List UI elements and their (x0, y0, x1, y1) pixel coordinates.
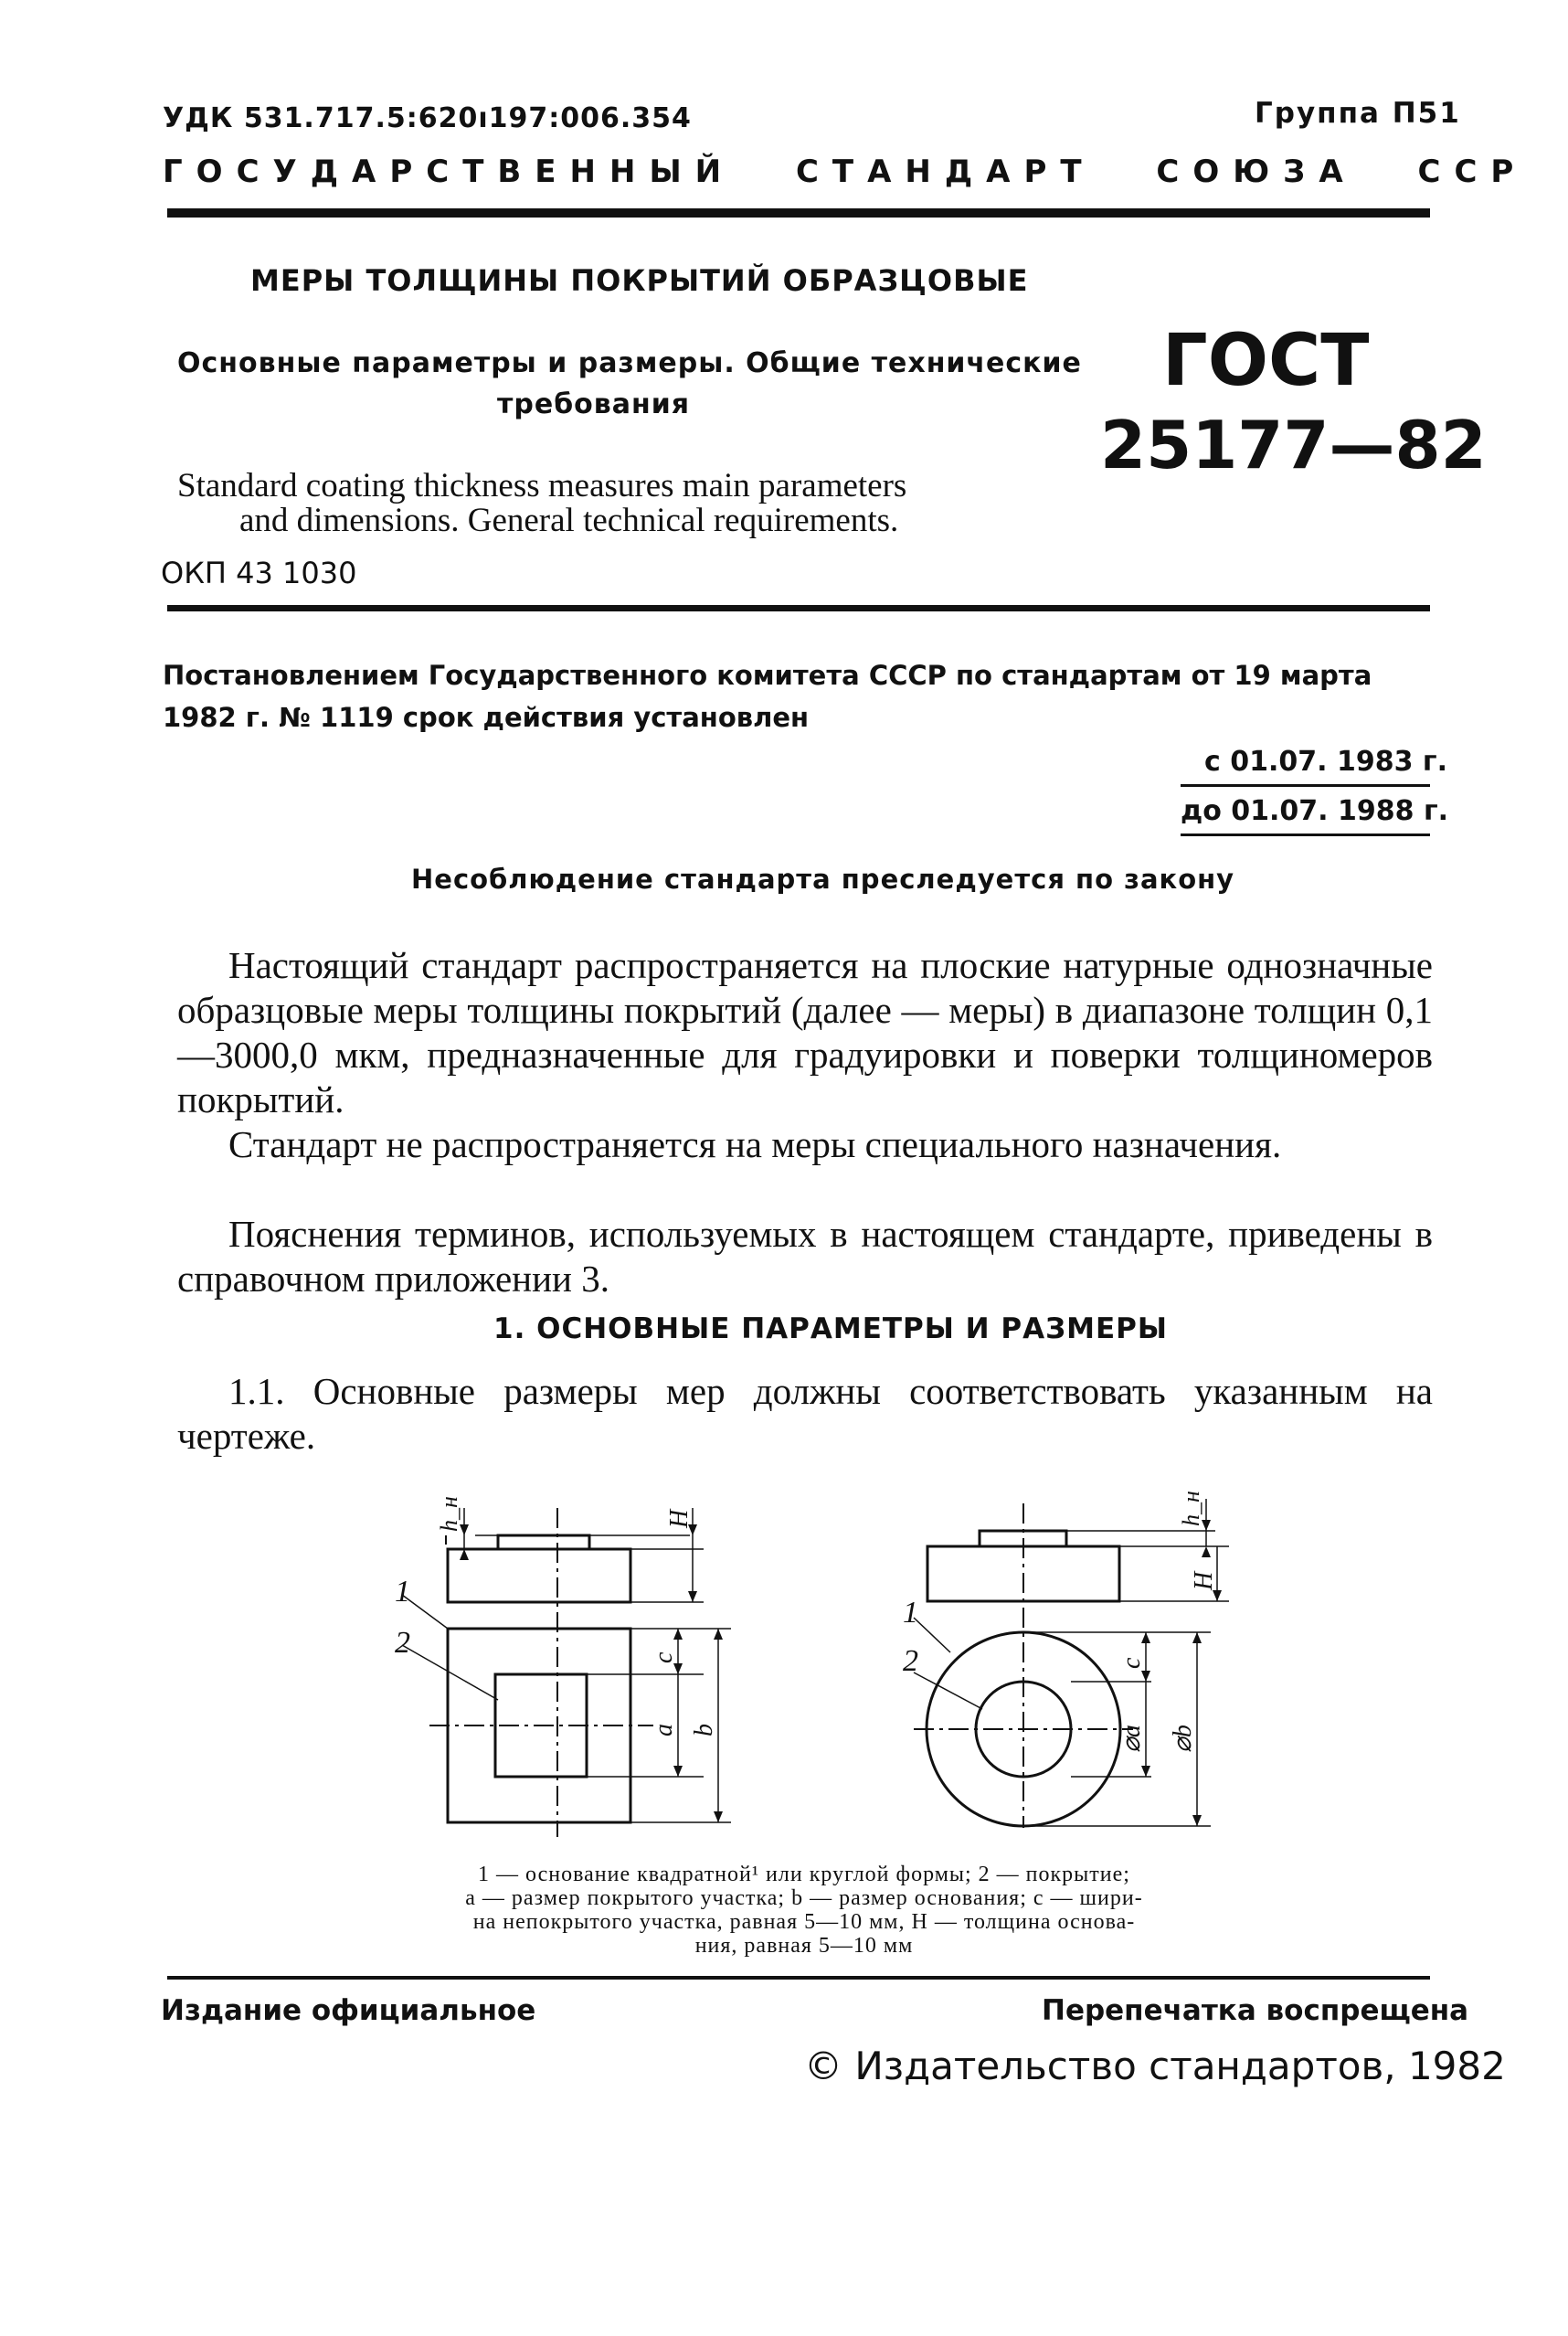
okp-code: ОКП 43 1030 (161, 556, 357, 590)
clause-1-1: 1.1. Основные размеры мер должны соответствовать указанным на чертеже. (177, 1370, 1433, 1457)
paragraph-terms: Пояснения терминов, используемых в настоящем стандарте, приведены в справочном приложении 3. (177, 1213, 1433, 1300)
drawing-caption-line2: a — размер покрытого участка; b — размер основания; c — шири- (465, 1886, 1143, 1910)
title-en-line2: and dimensions. General technical requirements. (239, 502, 899, 539)
label-h-right: H (1190, 1571, 1218, 1590)
label-h-left: H (665, 1509, 694, 1528)
page-title: МЕРЫ ТОЛЩИНЫ ПОКРЫТИЙ ОБРАЗЦОВЫЕ (250, 263, 1029, 298)
standard-banner: ГОСУДАРСТВЕННЫЙ СТАНДАРТ СОЮЗА ССР (163, 154, 1528, 190)
label-c-right: c (1118, 1657, 1146, 1669)
decree-to-date: до 01.07. 1988 г. (1181, 795, 1449, 827)
edition-label: Издание официальное (161, 1994, 536, 2027)
drawing-caption-line1: 1 — основание квадратной¹ или круглой формы; 2 — покрытие; (478, 1863, 1130, 1886)
decree-line2: 1982 г. № 1119 срок действия установлен (163, 702, 810, 733)
subtitle-line1: Основные параметры и размеры. Общие технические (177, 347, 1082, 379)
label-b-left: b (690, 1724, 718, 1736)
label-phi-a: ⌀a (1118, 1725, 1146, 1753)
drawing-caption-line3: на непокрытого участка, равная 5—10 мм, H — толщина основа- (472, 1910, 1136, 1934)
label-a-left: a (650, 1724, 678, 1736)
footer-rule (167, 1976, 1430, 1980)
decree-line1: Постановлением Государственного комитета СССР по стандартам от 19 марта (163, 660, 1372, 691)
subtitle-line2: требования (497, 388, 691, 420)
copyright: © Издательство стандартов, 1982 (804, 2044, 1506, 2088)
gost-number: 25177—82 (1100, 407, 1487, 483)
group-code: Группа П51 (1255, 97, 1461, 130)
title-en-line1: Standard coating thickness measures main parameters (177, 467, 907, 504)
label-phi-b: ⌀b (1169, 1725, 1197, 1753)
label-hn-right: h_н (1178, 1491, 1204, 1526)
drawing-caption-line4: ния, равная 5—10 мм (694, 1934, 914, 1958)
label-2-right: 2 (903, 1644, 918, 1678)
label-c-left: c (650, 1651, 678, 1663)
section-heading: 1. ОСНОВНЫЕ ПАРАМЕТРЫ И РАЗМЕРЫ (493, 1312, 1168, 1345)
label-1-left: 1 (395, 1575, 410, 1609)
udk-code: УДК 531.717.5:620ı197:006.354 (163, 102, 692, 134)
square-base-side (448, 1549, 630, 1602)
paragraph-exclusion: Стандарт не распространяется на меры специального назначения. (228, 1123, 1282, 1165)
label-hn-left: h_н (436, 1496, 462, 1532)
reprint-notice: Перепечатка воспрещена (1042, 1994, 1469, 2027)
gost-label: ГОСТ (1162, 320, 1370, 402)
paragraph-scope: Настоящий стандарт распространяется на плоские натурные однозначные образцовые меры толщины покрытий (далее — меры) в диапазоне толщин 0,1—3000,0 мкм, предназначенные для градуировки и поверки толщиномеров покрытий. (177, 944, 1433, 1120)
law-warning: Несоблюдение стандарта преследуется по закону (411, 864, 1235, 895)
decree-from-date: с 01.07. 1983 г. (1204, 746, 1447, 778)
label-1-right: 1 (903, 1596, 918, 1630)
label-2-left: 2 (395, 1626, 410, 1660)
square-coating-side (498, 1535, 589, 1549)
